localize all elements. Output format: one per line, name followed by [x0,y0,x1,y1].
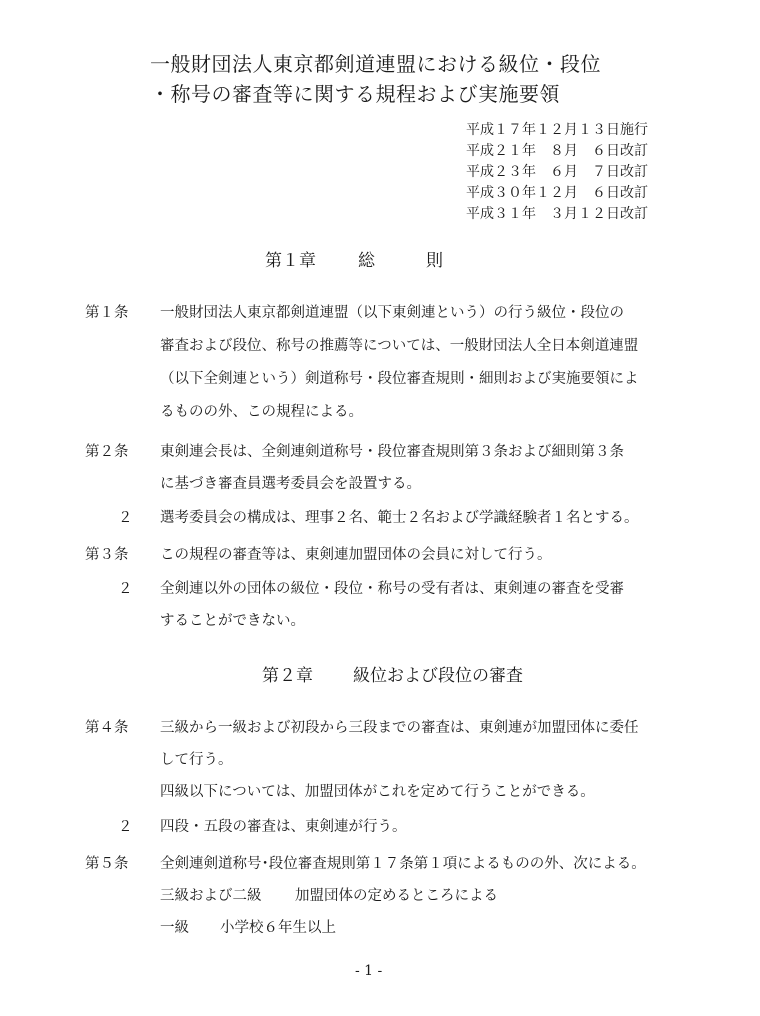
article-4-paragraph-2-label: ２ [118,819,133,835]
grade-term: 一級 [160,920,189,936]
article-1-line: （以下全剣連という）剣道称号・段位審査規則・細則および実施要領によ [160,371,639,387]
revision-history [466,120,648,225]
history-entry: 平成３１年 ３月１２日改訂 [466,206,648,222]
history-entry: 平成２１年 ８月 ６日改訂 [466,143,648,159]
chapter-name: 総 則 [358,251,443,271]
history-entry: 平成２３年 ６月 ７日改訂 [466,164,648,180]
grade-desc: 小学校６年生以上 [220,920,336,936]
article-3-label: 第３条 [85,547,129,563]
grade-term: 三級および二級 [160,888,262,904]
chapter-number: 第１章 [265,251,316,271]
chapter-number: 第２章 [262,666,313,686]
article-4-line: 三級から一級および初段から三段までの審査は、東剣連が加盟団体に委任 [160,720,639,736]
article-4-label: 第４条 [85,720,129,736]
grade-row [160,916,336,937]
article-3-paragraph-2-label: ２ [118,581,133,597]
article-1-line: 審査および段位、称号の推薦等については、一般財団法人全日本剣道連盟 [160,338,639,354]
article-4-line: して行う。 [160,752,233,768]
article-3-paragraph-2-line: することができない。 [160,613,305,629]
article-2-paragraph-2-label: ２ [118,510,133,526]
document-title-line-2: ・称号の審査等に関する規程および実施要領 [150,82,560,106]
article-4-line: 四級以下については、加盟団体がこれを定めて行うことができる。 [160,784,595,800]
document-title-line-1: 一般財団法人東京都剣道連盟における級位・段位 [150,52,601,76]
chapter-1-heading [265,246,443,271]
article-4-paragraph-2-line: 四段・五段の審査は、東剣連が行う。 [160,819,407,835]
article-1-line: るものの外、この規程による。 [160,404,363,420]
article-5-label: 第５条 [85,856,129,872]
chapter-name: 級位および段位の審査 [353,666,523,686]
page-number: - 1 - [355,963,383,979]
article-2-label: 第２条 [85,444,129,460]
history-entry: 平成３０年１２月 ６日改訂 [466,185,648,201]
article-2-line: 東剣連会長は、全剣連剣道称号・段位審査規則第３条および細則第３条 [160,444,624,460]
article-2-line: に基づき審査員選考委員会を設置する。 [160,476,421,492]
grade-row [160,884,498,905]
history-entry: 平成１７年１２月１３日施行 [466,122,648,138]
article-3-paragraph-2-line: 全剣連以外の団体の級位・段位・称号の受有者は、東剣連の審査を受審 [160,581,624,597]
chapter-2-heading [262,661,523,686]
grade-desc: 加盟団体の定めるところによる [295,888,498,904]
article-3-line: この規程の審査等は、東剣連加盟団体の会員に対して行う。 [160,547,552,563]
article-5-line: 全剣連剣道称号･段位審査規則第１７条第１項によるものの外、次による。 [160,856,646,872]
article-2-paragraph-2-line: 選考委員会の構成は、理事２名、範士２名および学識経験者１名とする。 [160,510,639,526]
article-1-line: 一般財団法人東京都剣道連盟（以下東剣連という）の行う級位・段位の [160,305,624,321]
article-1-label: 第１条 [85,305,129,321]
